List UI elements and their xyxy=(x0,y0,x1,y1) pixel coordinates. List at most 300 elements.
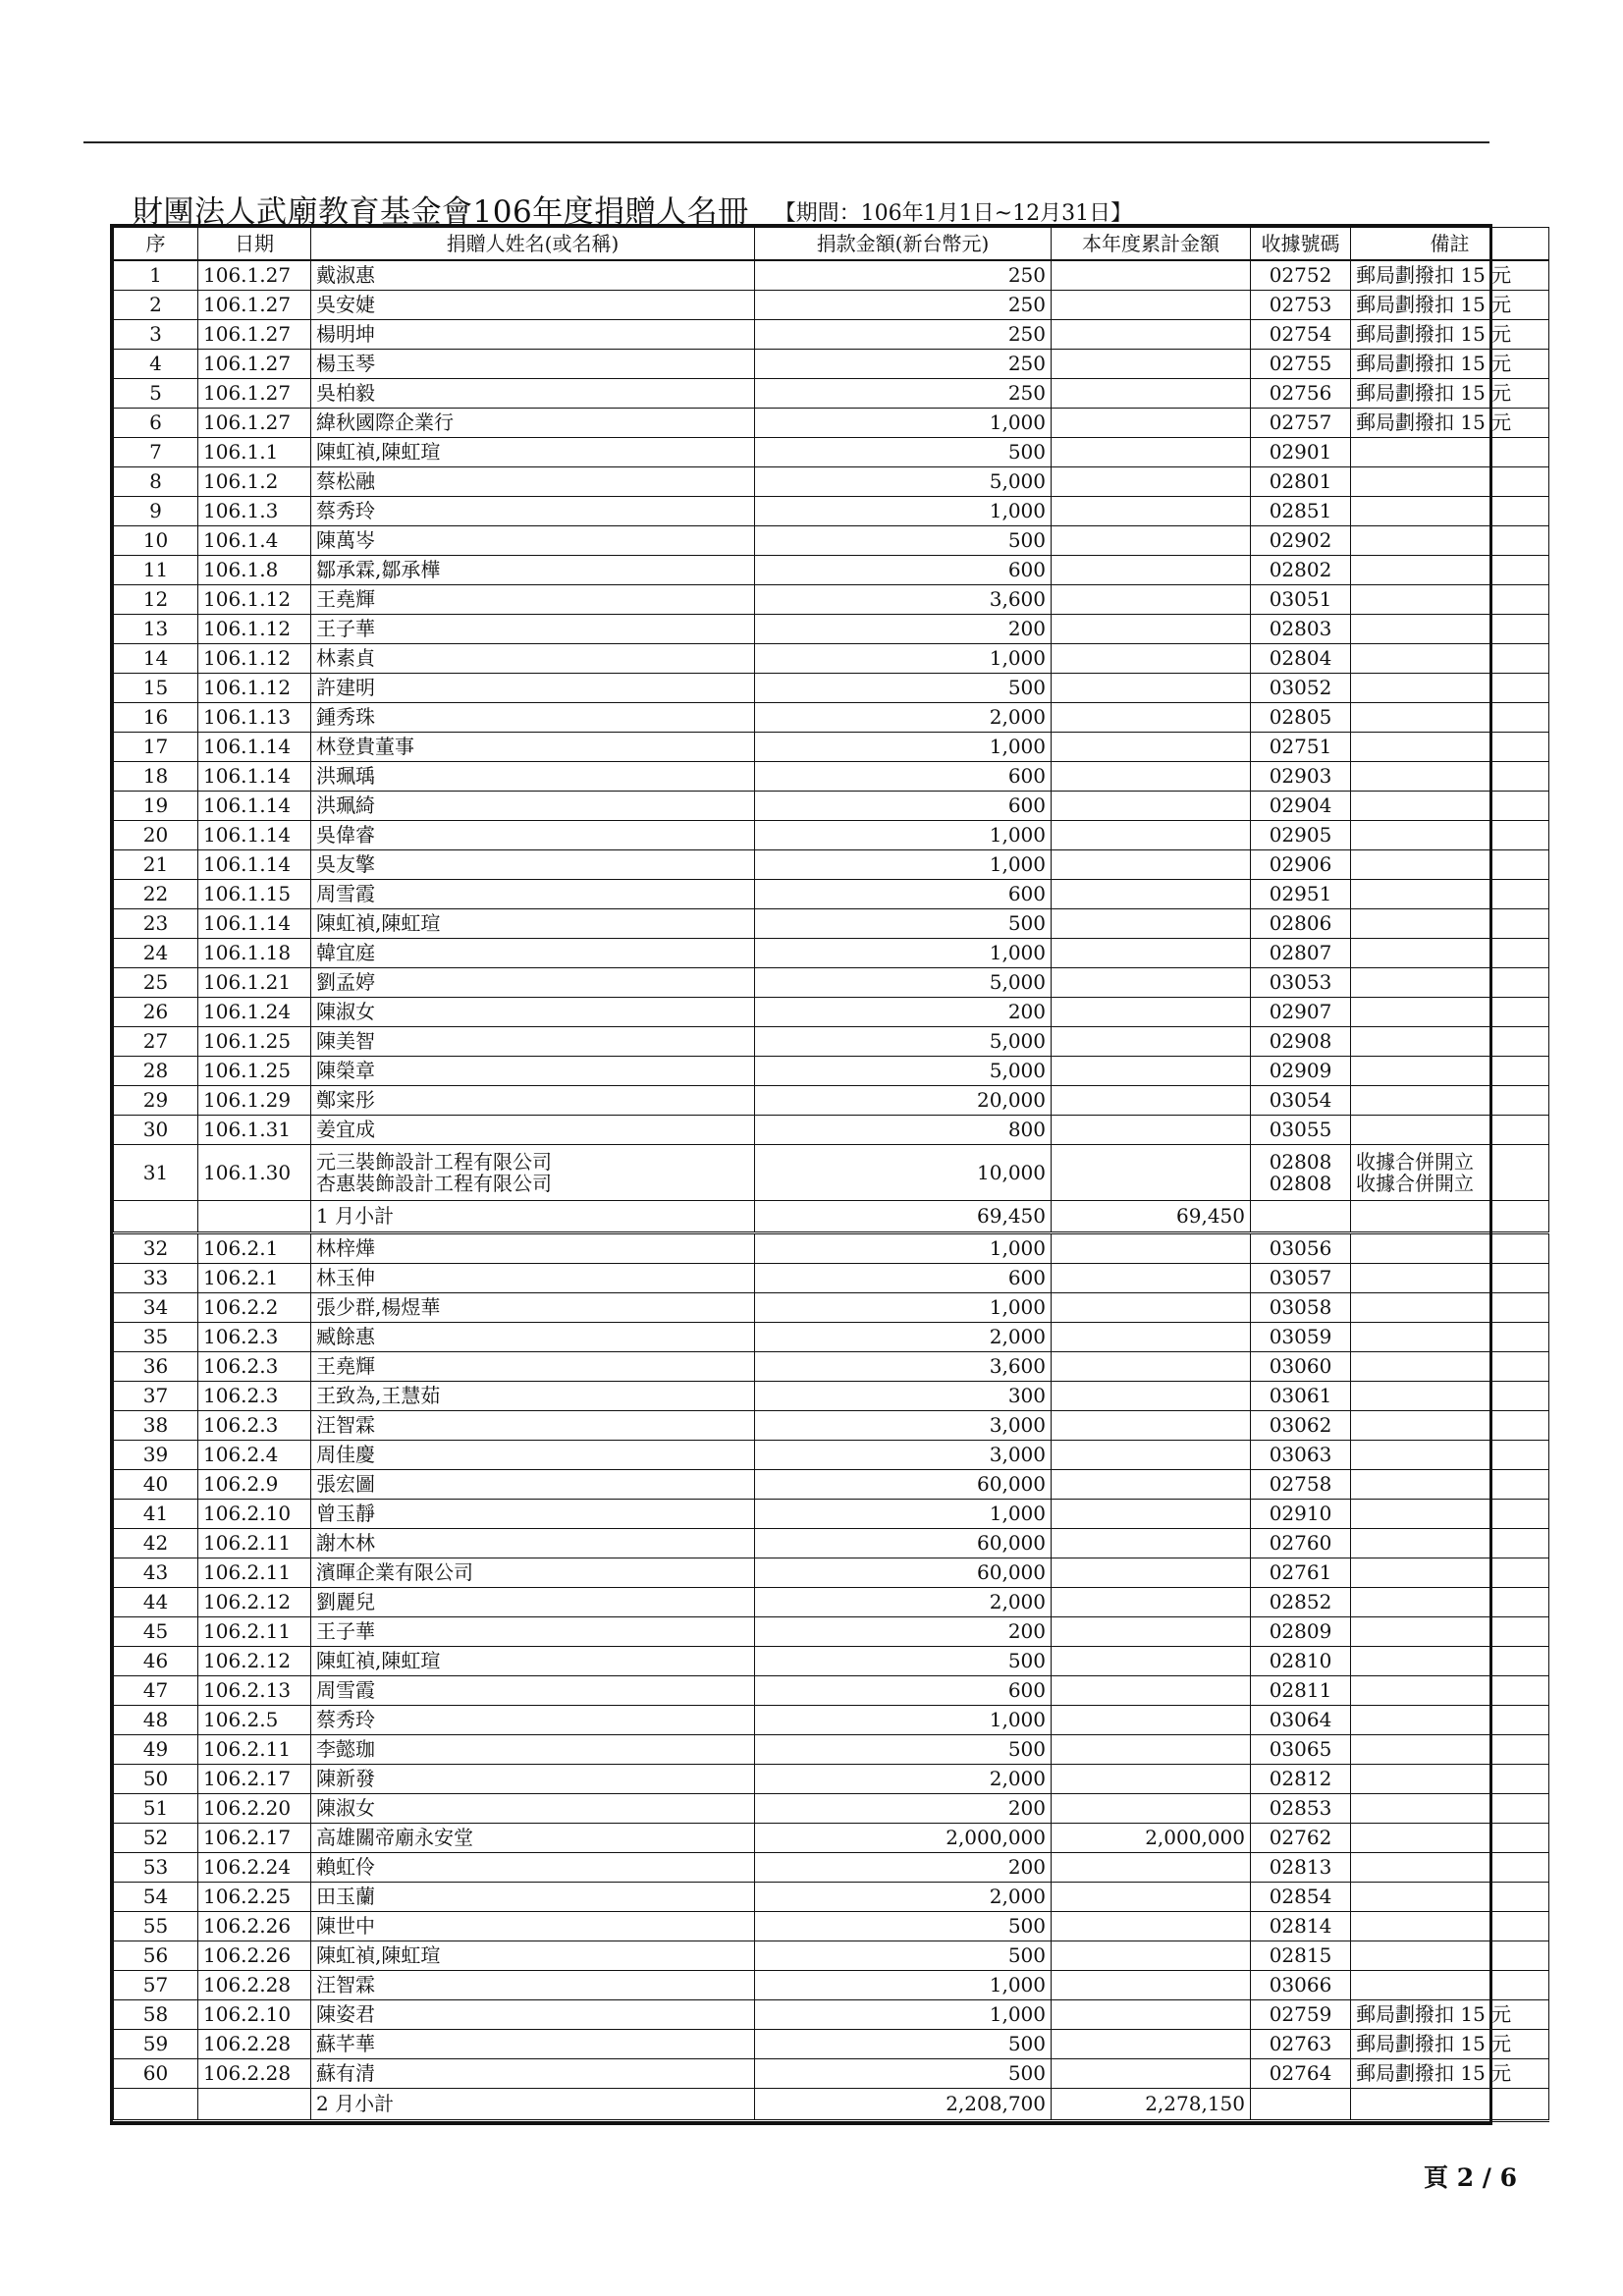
cell-receipt-no: 02852 xyxy=(1251,1588,1351,1617)
cell-donor-name: 韓宜庭 xyxy=(311,939,755,968)
cell-cumulative xyxy=(1052,556,1251,585)
cell-amount: 1,000 xyxy=(755,1706,1052,1735)
cell-receipt-no: 02760 xyxy=(1251,1529,1351,1558)
cell-cumulative xyxy=(1052,320,1251,350)
cell-receipt-no: 03057 xyxy=(1251,1264,1351,1293)
table-row xyxy=(114,968,1549,998)
cell-seq: 16 xyxy=(114,703,198,733)
cell-donor-name: 陳萬岑 xyxy=(311,526,755,556)
cell-seq: 56 xyxy=(114,1941,198,1971)
cell-note xyxy=(1351,556,1549,585)
cell-cumulative xyxy=(1052,1441,1251,1470)
cell-receipt-no: 02905 xyxy=(1251,821,1351,850)
table-row xyxy=(114,1588,1549,1617)
cell-receipt-no: 03063 xyxy=(1251,1441,1351,1470)
cell-note xyxy=(1351,1617,1549,1647)
cell-seq: 38 xyxy=(114,1411,198,1441)
cell-seq: 8 xyxy=(114,467,198,497)
cell-receipt-no: 02908 xyxy=(1251,1027,1351,1057)
cell-seq: 36 xyxy=(114,1352,198,1382)
cell-date: 106.1.12 xyxy=(198,615,311,644)
table-row xyxy=(114,1500,1549,1529)
cell-note xyxy=(1351,968,1549,998)
cell-note xyxy=(1351,615,1549,644)
cell-date: 106.2.1 xyxy=(198,1264,311,1293)
page-number: 頁 2 / 6 xyxy=(1424,2163,1518,2192)
cell-receipt-no: 02801 xyxy=(1251,467,1351,497)
table-row xyxy=(114,2000,1549,2030)
cell-seq: 47 xyxy=(114,1676,198,1706)
cell-note xyxy=(1351,2089,1549,2121)
cell-note xyxy=(1351,939,1549,968)
cell-cumulative xyxy=(1052,644,1251,674)
table-row xyxy=(114,1027,1549,1057)
cell-cumulative: 69,450 xyxy=(1052,1201,1251,1233)
table-row xyxy=(114,1264,1549,1293)
cell-date: 106.1.21 xyxy=(198,968,311,998)
cell-amount: 200 xyxy=(755,998,1052,1027)
cell-date: 106.2.9 xyxy=(198,1470,311,1500)
cell-receipt-no: 02809 xyxy=(1251,1617,1351,1647)
cell-date: 106.1.27 xyxy=(198,379,311,409)
cell-date: 106.1.3 xyxy=(198,497,311,526)
table-row xyxy=(114,409,1549,438)
cell-date: 106.1.12 xyxy=(198,585,311,615)
cell-receipt-no: 03066 xyxy=(1251,1971,1351,2000)
cell-date: 106.1.30 xyxy=(198,1145,311,1201)
cell-date: 106.1.27 xyxy=(198,320,311,350)
top-rule xyxy=(83,141,1489,143)
cell-note xyxy=(1351,644,1549,674)
cell-date: 106.2.25 xyxy=(198,1883,311,1912)
cell-date: 106.2.3 xyxy=(198,1382,311,1411)
cell-amount: 250 xyxy=(755,379,1052,409)
table-row xyxy=(114,1411,1549,1441)
cell-receipt-no: 02854 xyxy=(1251,1883,1351,1912)
cell-donor-name: 周雪霞 xyxy=(311,880,755,909)
cell-date: 106.1.2 xyxy=(198,467,311,497)
cell-note xyxy=(1351,1201,1549,1233)
cell-amount: 600 xyxy=(755,762,1052,792)
cell-date: 106.2.17 xyxy=(198,1765,311,1794)
cell-amount: 60,000 xyxy=(755,1470,1052,1500)
cell-note xyxy=(1351,1027,1549,1057)
cell-note xyxy=(1351,438,1549,467)
table-row xyxy=(114,1470,1549,1500)
cell-receipt-no: 02753 xyxy=(1251,291,1351,320)
cell-note xyxy=(1351,1500,1549,1529)
cell-amount: 2,208,700 xyxy=(755,2089,1052,2121)
cell-amount: 2,000 xyxy=(755,703,1052,733)
table-row xyxy=(114,644,1549,674)
cell-date: 106.1.27 xyxy=(198,350,311,379)
table-row xyxy=(114,674,1549,703)
cell-amount: 5,000 xyxy=(755,1027,1052,1057)
cell-cumulative xyxy=(1052,1706,1251,1735)
cell-note xyxy=(1351,1558,1549,1588)
cell-seq: 32 xyxy=(114,1233,198,1264)
cell-donor-name: 林梓燁 xyxy=(311,1233,755,1264)
table-row xyxy=(114,850,1549,880)
cell-note xyxy=(1351,880,1549,909)
header-donor-name: 捐贈人姓名(或名稱) xyxy=(311,228,755,261)
table-row xyxy=(114,1233,1549,1264)
cell-cumulative xyxy=(1052,2000,1251,2030)
cell-date xyxy=(198,1201,311,1233)
cell-amount: 500 xyxy=(755,438,1052,467)
header-seq: 序 xyxy=(114,228,198,261)
table-row xyxy=(114,733,1549,762)
cell-date: 106.2.11 xyxy=(198,1558,311,1588)
cell-cumulative xyxy=(1052,1264,1251,1293)
table-row xyxy=(114,1086,1549,1116)
cell-donor-name: 蘇芊華 xyxy=(311,2030,755,2059)
cell-donor-name: 鄒承霖,鄒承樺 xyxy=(311,556,755,585)
cell-receipt-no: 02754 xyxy=(1251,320,1351,350)
cell-date: 106.1.8 xyxy=(198,556,311,585)
cell-donor-name: 汪智霖 xyxy=(311,1411,755,1441)
cell-seq: 50 xyxy=(114,1765,198,1794)
cell-date: 106.2.2 xyxy=(198,1293,311,1323)
cell-cumulative xyxy=(1052,1912,1251,1941)
cell-note: 郵局劃撥扣 15 元 xyxy=(1351,2000,1549,2030)
cell-donor-name: 林玉伸 xyxy=(311,1264,755,1293)
cell-receipt-no: 02752 xyxy=(1251,260,1351,291)
cell-date: 106.1.12 xyxy=(198,674,311,703)
cell-cumulative xyxy=(1052,1853,1251,1883)
table-row xyxy=(114,2030,1549,2059)
cell-donor-name: 鄭寀彤 xyxy=(311,1086,755,1116)
cell-date: 106.1.27 xyxy=(198,291,311,320)
cell-amount: 200 xyxy=(755,1617,1052,1647)
cell-date: 106.1.27 xyxy=(198,409,311,438)
cell-seq: 31 xyxy=(114,1145,198,1201)
cell-receipt-no: 02853 xyxy=(1251,1794,1351,1824)
cell-cumulative xyxy=(1052,1617,1251,1647)
cell-date: 106.2.26 xyxy=(198,1941,311,1971)
table-row xyxy=(114,1293,1549,1323)
table-row xyxy=(114,291,1549,320)
cell-seq: 9 xyxy=(114,497,198,526)
table-row xyxy=(114,1352,1549,1382)
cell-cumulative xyxy=(1052,467,1251,497)
cell-receipt-no: 02805 xyxy=(1251,703,1351,733)
cell-seq: 39 xyxy=(114,1441,198,1470)
cell-donor-name: 謝木林 xyxy=(311,1529,755,1558)
cell-seq: 41 xyxy=(114,1500,198,1529)
cell-cumulative xyxy=(1052,1352,1251,1382)
cell-donor-name: 田玉蘭 xyxy=(311,1883,755,1912)
table-row xyxy=(114,1765,1549,1794)
cell-receipt-no: 03055 xyxy=(1251,1116,1351,1145)
cell-amount: 600 xyxy=(755,792,1052,821)
cell-note xyxy=(1351,1676,1549,1706)
cell-seq: 29 xyxy=(114,1086,198,1116)
cell-donor-name: 周雪霞 xyxy=(311,1676,755,1706)
document-title: 財團法人武廟教育基金會106年度捐贈人名冊 xyxy=(133,194,749,230)
cell-donor-name: 陳淑女 xyxy=(311,1794,755,1824)
cell-note xyxy=(1351,1145,1549,1201)
cell-receipt-no: 02762 xyxy=(1251,1824,1351,1853)
cell-receipt-no: 03053 xyxy=(1251,968,1351,998)
cell-amount: 1,000 xyxy=(755,733,1052,762)
cell-amount: 200 xyxy=(755,1853,1052,1883)
cell-amount: 2,000 xyxy=(755,1765,1052,1794)
cell-receipt-no: 03061 xyxy=(1251,1382,1351,1411)
cell-donor-name: 楊玉琴 xyxy=(311,350,755,379)
cell-donor-name: 陳虹禎,陳虹瑄 xyxy=(311,438,755,467)
cell-amount: 500 xyxy=(755,674,1052,703)
cell-note xyxy=(1351,1470,1549,1500)
cell-cumulative xyxy=(1052,1529,1251,1558)
cell-donor-name: 陳世中 xyxy=(311,1912,755,1941)
cell-cumulative xyxy=(1052,1765,1251,1794)
cell-receipt-no: 02814 xyxy=(1251,1912,1351,1941)
cell-donor-name: 2 月小計 xyxy=(311,2089,755,2121)
cell-date xyxy=(198,2089,311,2121)
cell-receipt-no: 02751 xyxy=(1251,733,1351,762)
table-row xyxy=(114,526,1549,556)
cell-cumulative xyxy=(1052,939,1251,968)
cell-cumulative xyxy=(1052,291,1251,320)
cell-receipt-no: 03051 xyxy=(1251,585,1351,615)
cell-note xyxy=(1351,674,1549,703)
cell-donor-name: 林登貴董事 xyxy=(311,733,755,762)
cell-cumulative xyxy=(1052,1116,1251,1145)
cell-note xyxy=(1351,762,1549,792)
cell-cumulative xyxy=(1052,674,1251,703)
table-row xyxy=(114,909,1549,939)
cell-seq: 55 xyxy=(114,1912,198,1941)
cell-amount: 1,000 xyxy=(755,2000,1052,2030)
cell-date: 106.2.1 xyxy=(198,1233,311,1264)
table-row xyxy=(114,1794,1549,1824)
cell-note xyxy=(1351,1824,1549,1853)
cell-cumulative xyxy=(1052,968,1251,998)
table-row xyxy=(114,792,1549,821)
cell-donor-name: 蔡秀玲 xyxy=(311,497,755,526)
cell-note: 郵局劃撥扣 15 元 xyxy=(1351,2030,1549,2059)
table-row xyxy=(114,1116,1549,1145)
table-row xyxy=(114,1145,1549,1201)
cell-seq: 48 xyxy=(114,1706,198,1735)
cell-cumulative xyxy=(1052,880,1251,909)
cell-receipt-no: 02812 xyxy=(1251,1765,1351,1794)
cell-cumulative xyxy=(1052,1941,1251,1971)
table-row xyxy=(114,1382,1549,1411)
cell-amount: 10,000 xyxy=(755,1145,1052,1201)
table-row xyxy=(114,703,1549,733)
cell-amount: 1,000 xyxy=(755,939,1052,968)
cell-donor-name: 李懿珈 xyxy=(311,1735,755,1765)
cell-cumulative xyxy=(1052,1145,1251,1201)
table-row xyxy=(114,939,1549,968)
cell-donor-name: 高雄關帝廟永安堂 xyxy=(311,1824,755,1853)
cell-donor-name: 陳虹禎,陳虹瑄 xyxy=(311,1647,755,1676)
cell-receipt-no-line1: 02808 xyxy=(1269,1149,1332,1174)
cell-cumulative xyxy=(1052,821,1251,850)
cell-donor-name: 濱暉企業有限公司 xyxy=(311,1558,755,1588)
table-row xyxy=(114,1941,1549,1971)
subtotal-row xyxy=(114,1201,1549,1233)
cell-seq: 13 xyxy=(114,615,198,644)
cell-amount: 250 xyxy=(755,350,1052,379)
cell-donor-name: 陳榮章 xyxy=(311,1057,755,1086)
cell-amount: 69,450 xyxy=(755,1201,1052,1233)
cell-note xyxy=(1351,733,1549,762)
table-row xyxy=(114,1971,1549,2000)
cell-date: 106.1.25 xyxy=(198,1027,311,1057)
table-row xyxy=(114,821,1549,850)
cell-amount: 2,000 xyxy=(755,1323,1052,1352)
cell-amount: 500 xyxy=(755,1912,1052,1941)
table-row xyxy=(114,998,1549,1027)
cell-seq: 35 xyxy=(114,1323,198,1352)
cell-cumulative xyxy=(1052,1500,1251,1529)
cell-seq: 59 xyxy=(114,2030,198,2059)
cell-donor-name: 陳淑女 xyxy=(311,998,755,1027)
cell-date: 106.2.11 xyxy=(198,1735,311,1765)
cell-note xyxy=(1351,1588,1549,1617)
table-row xyxy=(114,350,1549,379)
cell-receipt-no: 02906 xyxy=(1251,850,1351,880)
table-row xyxy=(114,1323,1549,1352)
cell-note xyxy=(1351,1529,1549,1558)
cell-receipt-no: 02759 xyxy=(1251,2000,1351,2030)
cell-amount: 800 xyxy=(755,1116,1052,1145)
cell-cumulative xyxy=(1052,438,1251,467)
cell-cumulative xyxy=(1052,733,1251,762)
cell-cumulative xyxy=(1052,526,1251,556)
cell-donor-name: 劉孟婷 xyxy=(311,968,755,998)
cell-cumulative xyxy=(1052,1794,1251,1824)
cell-note xyxy=(1351,1912,1549,1941)
cell-receipt-no: 02910 xyxy=(1251,1500,1351,1529)
header-cumulative: 本年度累計金額 xyxy=(1052,228,1251,261)
cell-donor-name: 吳柏毅 xyxy=(311,379,755,409)
cell-note xyxy=(1351,1382,1549,1411)
cell-seq: 21 xyxy=(114,850,198,880)
cell-seq: 40 xyxy=(114,1470,198,1500)
cell-note: 郵局劃撥扣 15 元 xyxy=(1351,350,1549,379)
cell-note xyxy=(1351,1411,1549,1441)
cell-receipt-no: 03052 xyxy=(1251,674,1351,703)
cell-cumulative xyxy=(1052,1588,1251,1617)
table-row xyxy=(114,497,1549,526)
cell-note xyxy=(1351,1735,1549,1765)
cell-amount: 500 xyxy=(755,909,1052,939)
cell-donor-name xyxy=(311,1145,755,1201)
cell-note xyxy=(1351,526,1549,556)
cell-donor-name: 王子華 xyxy=(311,615,755,644)
cell-note xyxy=(1351,1323,1549,1352)
cell-receipt-no: 02807 xyxy=(1251,939,1351,968)
cell-receipt-no: 02755 xyxy=(1251,350,1351,379)
cell-donor-name: 蘇有清 xyxy=(311,2059,755,2089)
cell-seq xyxy=(114,1201,198,1233)
header-date: 日期 xyxy=(198,228,311,261)
cell-donor-name: 1 月小計 xyxy=(311,1201,755,1233)
cell-seq: 22 xyxy=(114,880,198,909)
cell-donor-name: 王子華 xyxy=(311,1617,755,1647)
cell-seq: 24 xyxy=(114,939,198,968)
cell-donor-name: 陳新發 xyxy=(311,1765,755,1794)
cell-receipt-no: 03056 xyxy=(1251,1233,1351,1264)
table-row xyxy=(114,1883,1549,1912)
cell-seq: 20 xyxy=(114,821,198,850)
cell-seq: 27 xyxy=(114,1027,198,1057)
cell-seq: 14 xyxy=(114,644,198,674)
cell-amount: 1,000 xyxy=(755,1293,1052,1323)
cell-amount: 500 xyxy=(755,2030,1052,2059)
cell-receipt-no: 02763 xyxy=(1251,2030,1351,2059)
cell-amount: 200 xyxy=(755,1794,1052,1824)
cell-seq: 12 xyxy=(114,585,198,615)
cell-amount: 500 xyxy=(755,526,1052,556)
cell-amount: 1,000 xyxy=(755,497,1052,526)
cell-donor-name: 陳美智 xyxy=(311,1027,755,1057)
table-row xyxy=(114,1853,1549,1883)
cell-amount: 500 xyxy=(755,2059,1052,2089)
cell-donor-name: 張宏圖 xyxy=(311,1470,755,1500)
cell-donor-name: 鍾秀珠 xyxy=(311,703,755,733)
cell-cumulative xyxy=(1052,703,1251,733)
cell-note xyxy=(1351,467,1549,497)
cell-cumulative xyxy=(1052,1411,1251,1441)
cell-note xyxy=(1351,1293,1549,1323)
cell-seq xyxy=(114,2089,198,2121)
cell-amount: 500 xyxy=(755,1735,1052,1765)
cell-amount: 2,000,000 xyxy=(755,1824,1052,1853)
cell-donor-name: 王堯輝 xyxy=(311,1352,755,1382)
cell-donor-name: 蔡秀玲 xyxy=(311,1706,755,1735)
cell-receipt-no: 02764 xyxy=(1251,2059,1351,2089)
cell-donor-name: 姜宜成 xyxy=(311,1116,755,1145)
cell-cumulative: 2,000,000 xyxy=(1052,1824,1251,1853)
cell-donor-name: 緯秋國際企業行 xyxy=(311,409,755,438)
cell-note-line2: 收據合併開立 xyxy=(1356,1172,1474,1195)
cell-seq: 33 xyxy=(114,1264,198,1293)
cell-donor-name: 楊明坤 xyxy=(311,320,755,350)
table-row xyxy=(114,1558,1549,1588)
table-row xyxy=(114,762,1549,792)
cell-cumulative xyxy=(1052,585,1251,615)
table-row xyxy=(114,1706,1549,1735)
cell-receipt-no: 02851 xyxy=(1251,497,1351,526)
cell-receipt-no xyxy=(1251,1201,1351,1233)
cell-note xyxy=(1351,1647,1549,1676)
cell-donor-name: 戴淑惠 xyxy=(311,260,755,291)
cell-amount: 1,000 xyxy=(755,409,1052,438)
cell-receipt-no: 03062 xyxy=(1251,1411,1351,1441)
cell-note xyxy=(1351,1233,1549,1264)
cell-seq: 57 xyxy=(114,1971,198,2000)
cell-cumulative xyxy=(1052,1382,1251,1411)
cell-seq: 6 xyxy=(114,409,198,438)
cell-date: 106.1.24 xyxy=(198,998,311,1027)
cell-note: 郵局劃撥扣 15 元 xyxy=(1351,2059,1549,2089)
cell-note-line1: 收據合併開立 xyxy=(1356,1149,1474,1174)
cell-donor-name-line1: 元三裝飾設計工程有限公司 xyxy=(316,1149,552,1174)
cell-date: 106.1.12 xyxy=(198,644,311,674)
cell-note xyxy=(1351,585,1549,615)
table-row xyxy=(114,320,1549,350)
cell-seq: 7 xyxy=(114,438,198,467)
cell-cumulative xyxy=(1052,1558,1251,1588)
cell-cumulative xyxy=(1052,1883,1251,1912)
cell-cumulative xyxy=(1052,497,1251,526)
table-row xyxy=(114,1647,1549,1676)
